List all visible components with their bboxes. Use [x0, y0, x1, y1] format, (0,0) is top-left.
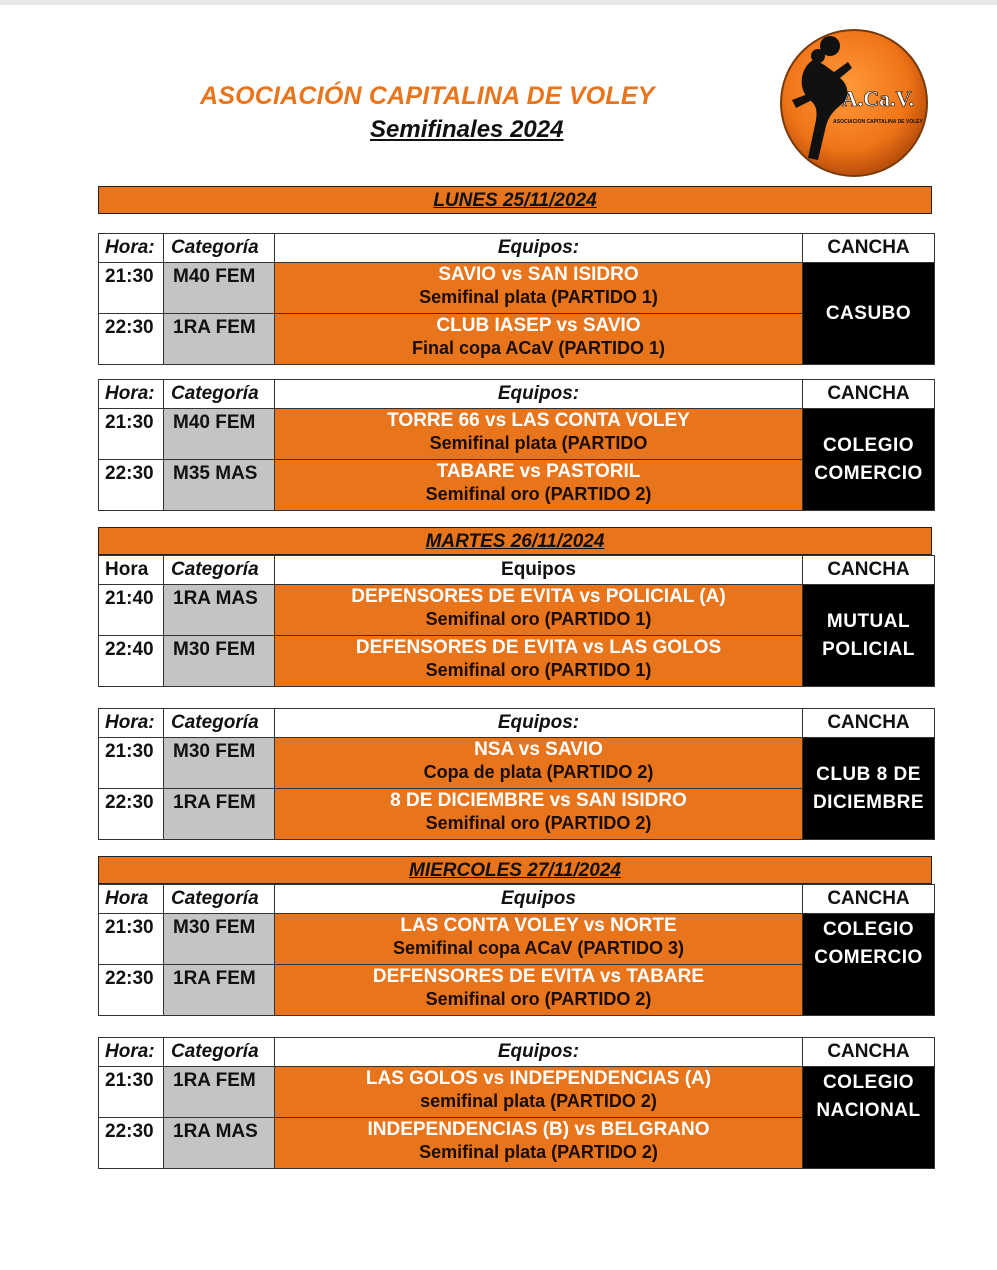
header-categoria: Categoría — [164, 1038, 275, 1067]
match-hora: 21:30 — [99, 263, 164, 314]
header-cancha: CANCHA — [803, 234, 935, 263]
match-equipos — [275, 1118, 803, 1169]
match-categoria: 1RA MAS — [164, 585, 275, 636]
match-hora: 21:40 — [99, 585, 164, 636]
match-teams: SAVIO vs SAN ISIDRO — [438, 264, 639, 285]
day-header-martes — [98, 527, 932, 555]
header-categoria: Categoría — [164, 380, 275, 409]
header-equipos: Equipos: — [275, 709, 803, 738]
match-detail: Semifinal oro (PARTIDO 2) — [425, 989, 652, 1009]
header-categoria: Categoría — [164, 556, 275, 585]
day-label: LUNES 25/11/2024 — [433, 190, 597, 211]
match-hora: 22:40 — [99, 636, 164, 687]
match-teams: LAS CONTA VOLEY vs NORTE — [400, 915, 677, 936]
cancha-cell: CLUB 8 DE DICIEMBRE — [803, 738, 935, 840]
table-header-row — [99, 885, 935, 914]
match-equipos — [275, 585, 803, 636]
header-cancha: CANCHA — [803, 556, 935, 585]
logo-subtext: ASOCIACION CAPITALINA DE VOLEY — [833, 119, 923, 125]
table-row — [99, 914, 935, 965]
schedule-table — [98, 555, 935, 687]
match-hora: 21:30 — [99, 914, 164, 965]
cancha-cell: MUTUAL POLICIAL — [803, 585, 935, 687]
header-equipos: Equipos: — [275, 234, 803, 263]
header-equipos: Equipos: — [275, 380, 803, 409]
match-equipos — [275, 263, 803, 314]
header-hora: Hora: — [99, 709, 164, 738]
match-categoria: M40 FEM — [164, 263, 275, 314]
table-header-row — [99, 1038, 935, 1067]
table-row — [99, 409, 935, 460]
table-header-row — [99, 556, 935, 585]
header-hora: Hora — [99, 556, 164, 585]
match-teams: DEFENSORES DE EVITA vs LAS GOLOS — [355, 637, 722, 658]
match-detail: Semifinal oro (PARTIDO 2) — [425, 484, 652, 504]
logo-text: A.Ca.V. — [841, 86, 915, 111]
match-detail: Semifinal plata (PARTIDO 2) — [419, 1142, 658, 1162]
match-categoria: M30 FEM — [164, 914, 275, 965]
header-equipos: Equipos: — [275, 1038, 803, 1067]
schedule-table — [98, 379, 935, 511]
match-categoria: 1RA FEM — [164, 1067, 275, 1118]
match-teams: INDEPENDENCIAS (B) vs BELGRANO — [367, 1119, 710, 1140]
header-cancha: CANCHA — [803, 885, 935, 914]
match-hora: 22:30 — [99, 460, 164, 511]
acav-logo — [778, 28, 930, 178]
match-detail: semifinal plata (PARTIDO 2) — [420, 1091, 657, 1111]
header-categoria: Categoría — [164, 234, 275, 263]
table-row — [99, 1067, 935, 1118]
match-hora: 22:30 — [99, 314, 164, 365]
day-label: MIERCOLES 27/11/2024 — [409, 860, 621, 881]
match-equipos — [275, 636, 803, 687]
header-hora: Hora: — [99, 380, 164, 409]
cancha-cell: CASUBO — [803, 263, 935, 365]
match-teams: NSA vs SAVIO — [474, 739, 603, 760]
match-categoria: M30 FEM — [164, 636, 275, 687]
table-header-row — [99, 709, 935, 738]
cancha-cell: COLEGIO COMERCIO — [803, 914, 935, 1016]
day-header-lunes — [98, 186, 932, 214]
header-categoria: Categoría — [164, 885, 275, 914]
header-cancha: CANCHA — [803, 709, 935, 738]
table-header-row — [99, 380, 935, 409]
match-equipos — [275, 965, 803, 1016]
match-detail: Semifinal oro (PARTIDO 1) — [425, 609, 652, 629]
match-teams: CLUB IASEP vs SAVIO — [436, 315, 641, 336]
match-hora: 21:30 — [99, 1067, 164, 1118]
schedule-table — [98, 708, 935, 840]
match-categoria: M40 FEM — [164, 409, 275, 460]
match-equipos — [275, 460, 803, 511]
cancha-cell: COLEGIO NACIONAL — [803, 1067, 935, 1169]
match-categoria: M35 MAS — [164, 460, 275, 511]
header-cancha: CANCHA — [803, 1038, 935, 1067]
page-title: ASOCIACIÓN CAPITALINA DE VOLEY — [200, 82, 655, 110]
match-equipos — [275, 914, 803, 965]
header-cancha: CANCHA — [803, 380, 935, 409]
match-categoria: 1RA FEM — [164, 314, 275, 365]
table-row — [99, 585, 935, 636]
match-teams: TABARE vs PASTORIL — [436, 461, 641, 482]
header-hora: Hora: — [99, 1038, 164, 1067]
match-teams: 8 DE DICIEMBRE vs SAN ISIDRO — [390, 790, 687, 811]
match-hora: 22:30 — [99, 965, 164, 1016]
schedule-table — [98, 1037, 935, 1169]
day-header-miercoles — [98, 856, 932, 884]
match-detail: Final copa ACaV (PARTIDO 1) — [411, 338, 666, 358]
match-categoria: 1RA FEM — [164, 789, 275, 840]
match-equipos — [275, 738, 803, 789]
match-categoria: M30 FEM — [164, 738, 275, 789]
match-detail: Semifinal plata (PARTIDO — [429, 433, 648, 453]
header-categoria: Categoría — [164, 709, 275, 738]
match-equipos — [275, 789, 803, 840]
cancha-cell: COLEGIO COMERCIO — [803, 409, 935, 511]
header-equipos: Equipos — [275, 885, 803, 914]
table-row — [99, 263, 935, 314]
match-categoria: 1RA FEM — [164, 965, 275, 1016]
schedule-table — [98, 233, 935, 365]
match-hora: 22:30 — [99, 789, 164, 840]
match-detail: Semifinal oro (PARTIDO 2) — [425, 813, 652, 833]
match-teams: LAS GOLOS vs INDEPENDENCIAS (A) — [365, 1068, 712, 1089]
table-row — [99, 738, 935, 789]
header-hora: Hora: — [99, 234, 164, 263]
top-strip — [0, 0, 997, 5]
schedule-table — [98, 884, 935, 1016]
match-hora: 21:30 — [99, 738, 164, 789]
match-equipos — [275, 409, 803, 460]
match-detail: Semifinal plata (PARTIDO 1) — [419, 287, 658, 307]
match-equipos — [275, 1067, 803, 1118]
match-teams: TORRE 66 vs LAS CONTA VOLEY — [387, 410, 690, 431]
match-teams: DEPENSORES DE EVITA vs POLICIAL (A) — [351, 586, 726, 607]
match-teams: DEFENSORES DE EVITA vs TABARE — [372, 966, 705, 987]
header-hora: Hora — [99, 885, 164, 914]
header-equipos: Equipos — [275, 556, 803, 585]
day-label: MARTES 26/11/2024 — [425, 531, 605, 552]
table-header-row — [99, 234, 935, 263]
match-hora: 22:30 — [99, 1118, 164, 1169]
match-detail: Semifinal copa ACaV (PARTIDO 3) — [392, 938, 685, 958]
page-subtitle: Semifinales 2024 — [370, 116, 564, 143]
match-detail: Copa de plata (PARTIDO 2) — [423, 762, 654, 782]
match-equipos — [275, 314, 803, 365]
match-detail: Semifinal oro (PARTIDO 1) — [425, 660, 652, 680]
match-hora: 21:30 — [99, 409, 164, 460]
match-categoria: 1RA MAS — [164, 1118, 275, 1169]
